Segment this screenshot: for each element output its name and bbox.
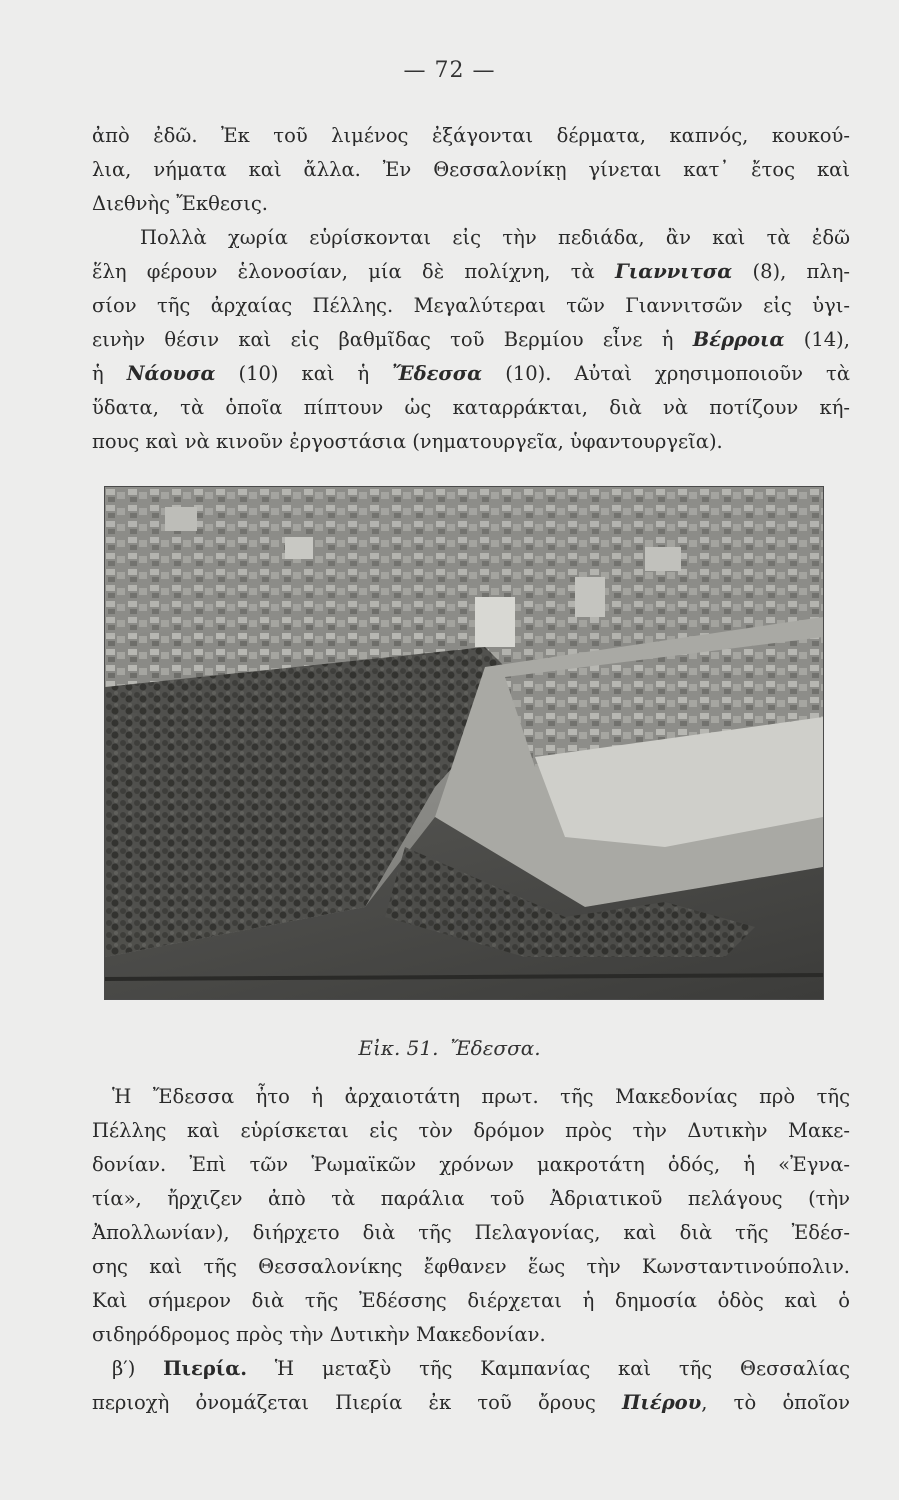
text-line: Καὶ σήμερον διὰ τῆς Ἐδέσσης διέρχεται ἡ δημοσία ὁδὸς καὶ ὁ	[92, 1289, 850, 1312]
paragraph-pieria	[92, 1352, 850, 1420]
text-line: περιοχὴ ὀνομάζεται Πιερία ἐκ τοῦ ὄρους Πιέρου, τὸ ὁποῖον	[92, 1391, 850, 1414]
text-line: ὕδατα, τὰ ὁποῖα πίπτουν ὡς καταρράκται, διὰ νὰ ποτίζουν κή-	[92, 396, 850, 419]
text-line: λια, νήματα καὶ ἄλλα. Ἐν Θεσσαλονίκῃ γίνεται κατ᾿ ἔτος καὶ	[92, 158, 850, 181]
text-line: σιδηρόδρομος πρὸς τὴν Δυτικὴν Μακεδονίαν.	[92, 1323, 546, 1346]
paragraph-exports	[92, 119, 850, 221]
paragraph-towns	[92, 221, 850, 459]
figure-number: Εἰκ. 51.	[358, 1036, 439, 1060]
photo-image	[105, 487, 823, 999]
text-line: Διεθνὴς Ἔκθεσις.	[92, 192, 268, 215]
text-line: Πέλλης καὶ εὑρίσκεται εἰς τὸν δρόμον πρὸς τὴν Δυτικὴν Μακε-	[92, 1119, 850, 1142]
figure-title: Ἔδεσσα.	[450, 1036, 541, 1060]
text-line: ἀπὸ ἐδῶ. Ἐκ τοῦ λιμένος ἐξάγονται δέρματα, καπνός, κουκού-	[92, 124, 850, 147]
text-line: Πολλὰ χωρία εὑρίσκονται εἰς τὴν πεδιάδα, ἂν καὶ τὰ ἐδῶ	[140, 226, 850, 249]
town-name-veroia: Βέρροια	[692, 328, 785, 351]
town-name-edessa: Ἔδεσσα	[392, 362, 483, 385]
town-name-naousa: Νάουσα	[126, 362, 216, 385]
text-line: ἕλη φέρουν ἑλονοσίαν, μία δὲ πολίχνη, τὰ Γιαννιτσα (8), πλη-	[92, 260, 850, 283]
text-line: Ἀπολλωνίαν), διήρχετο διὰ τῆς Πελαγονίας, καὶ διὰ τῆς Ἐδέσ-	[92, 1221, 850, 1244]
figure-caption	[0, 1036, 899, 1060]
text-line: σης καὶ τῆς Θεσσαλονίκης ἔφθανεν ἕως τὴν Κωνσταντινούπολιν.	[92, 1255, 850, 1278]
text-line: ἡ Νάουσα (10) καὶ ἡ Ἔδεσσα (10). Αὐταὶ χρησιμοποιοῦν τὰ	[92, 362, 850, 385]
section-heading-pieria: Πιερία.	[163, 1357, 248, 1380]
text-line: τία», ἤρχιζεν ἀπὸ τὰ παράλια τοῦ Ἀδριατικοῦ πελάγους (τὴν	[92, 1187, 850, 1210]
photo-edessa-aerial-view	[104, 486, 824, 1000]
text-line: β′) Πιερία. Ἡ μεταξὺ τῆς Καμπανίας καὶ τῆς Θεσσαλίας	[112, 1357, 850, 1380]
page-number: — 72 —	[403, 58, 496, 83]
town-name-giannitsa: Γιαννιτσα	[614, 260, 733, 283]
text-line: Ἡ Ἔδεσσα ἦτο ἡ ἀρχαιοτάτη πρωτ. τῆς Μακεδονίας πρὸ τῆς	[112, 1085, 850, 1108]
paragraph-edessa-history	[92, 1080, 850, 1352]
text-line: σίον τῆς ἀρχαίας Πέλλης. Μεγαλύτεραι τῶν Γιαννιτσῶν εἰς ὑγι-	[92, 294, 850, 317]
text-line: δονίαν. Ἐπὶ τῶν Ῥωμαϊκῶν χρόνων μακροτάτη ὁδός, ἡ «Ἐγνα-	[92, 1153, 850, 1176]
text-line: εινὴν θέσιν καὶ εἰς βαθμῖδας τοῦ Βερμίου εἶνε ἡ Βέρροια (14),	[92, 328, 850, 351]
text-line: πους καὶ νὰ κινοῦν ἐργοστάσια (νηματουργεῖα, ὑφαντουργεῖα).	[92, 430, 723, 453]
mountain-name-pieros: Πιέρου	[622, 1391, 702, 1414]
